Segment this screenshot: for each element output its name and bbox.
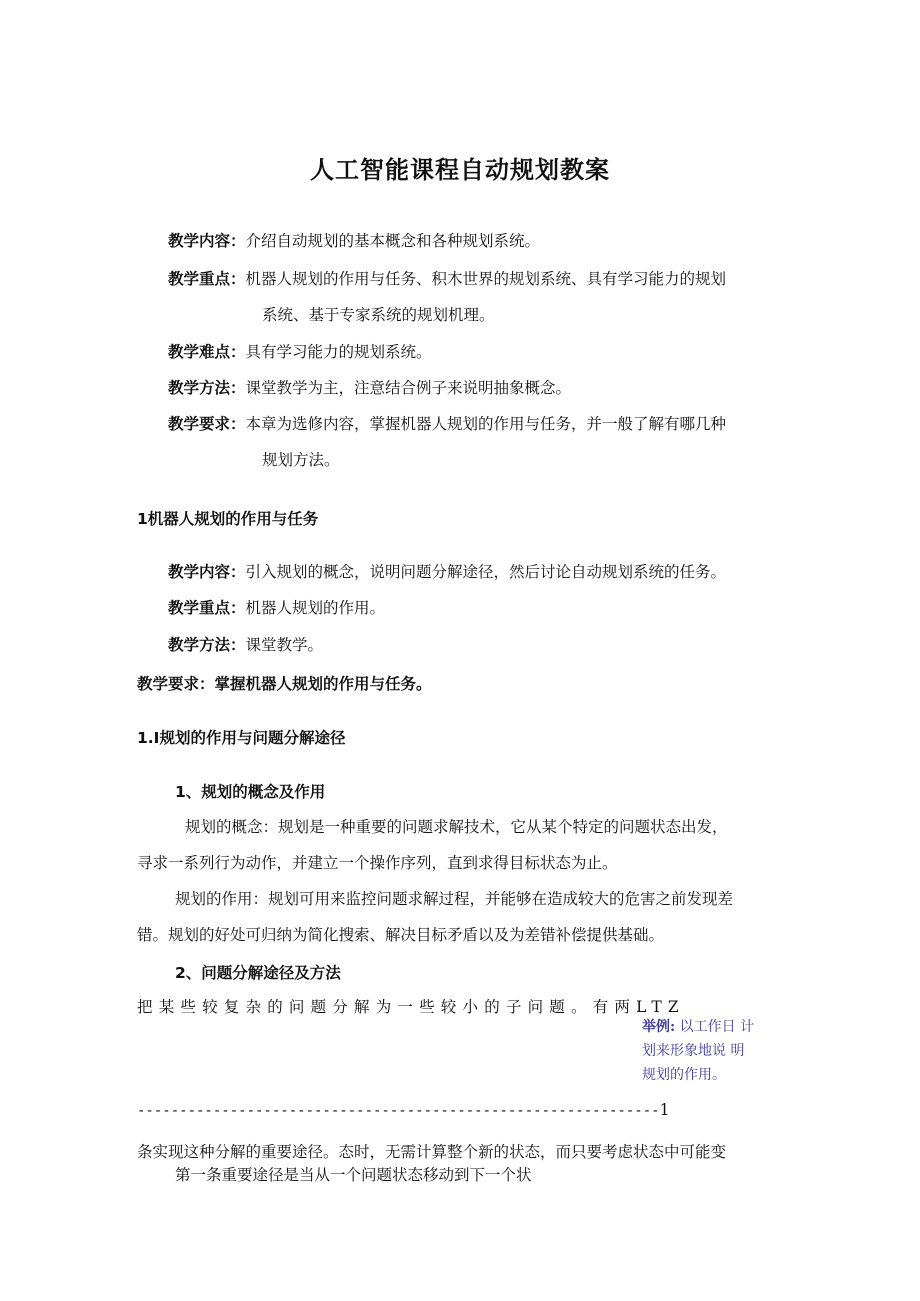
overview-key-points-cont: 系统、基于专家系统的规划机理。 [262, 306, 495, 324]
overview-difficulties-text: 具有学习能力的规划系统。 [245, 343, 432, 361]
side-note-text-1: 以工作日 计 [679, 1019, 755, 1035]
subsection-2-heading: 2、问题分解途径及方法 [175, 964, 341, 982]
decomposition-line-3: 第一条重要途径是当从一个问题状态移动到下一个状 [175, 1166, 532, 1184]
label-method: 教学方法： [168, 379, 246, 397]
footer-dashed-rule [137, 1099, 669, 1121]
label-content: 教学内容： [168, 232, 246, 250]
label-key-points: 教学重点： [168, 599, 246, 617]
page-number: 1 [659, 1101, 670, 1119]
overview-key-points [168, 268, 726, 290]
subsection-1-heading: 1、规划的概念及作用 [175, 783, 326, 801]
section1-method-text: 课堂教学。 [245, 636, 324, 654]
section1-requirements: 教学要求：掌握机器人规划的作用与任务。 [137, 675, 432, 693]
section1-content [168, 561, 726, 583]
footer-rule-text: -------------------------------------------------------------- [137, 1103, 660, 1119]
side-note-line-2: 划来形象地说 明 [642, 1043, 745, 1059]
side-note [642, 1015, 754, 1087]
overview-method-text: 课堂教学为主，注意结合例子来说明抽象概念。 [245, 379, 572, 397]
overview-difficulties [168, 341, 432, 363]
role-para-line-2: 错。规划的好处可归纳为简化搜索、解决目标矛盾以及为差错补偿提供基础。 [137, 926, 665, 944]
overview-content [168, 230, 540, 252]
label-difficulties: 教学难点： [168, 343, 246, 361]
role-para-line-1: 规划的作用：规划可用来监控问题求解过程，并能够在造成较大的危害之前发现差 [175, 890, 734, 908]
decomposition-line-1: 把某些较复杂的问题分解为一些较小的子问题。有两LTZ [137, 998, 685, 1016]
side-note-label: 举例 [642, 1019, 670, 1035]
concept-para-line-2: 寻求一系列行为动作，并建立一个操作序列，直到求得目标状态为止。 [137, 854, 618, 872]
concept-para-line-1: 规划的概念：规划是一种重要的问题求解技术，它从某个特定的问题状态出发， [185, 818, 728, 836]
section1-method [168, 634, 323, 656]
section1-key-points-text: 机器人规划的作用。 [245, 599, 386, 617]
decomposition-line-2: 条实现这种分解的重要途径。态时，无需计算整个新的状态，而只要考虑状态中可能变 [137, 1143, 727, 1161]
label-content: 教学内容： [168, 563, 246, 581]
section-1-1-heading: 1.I规划的作用与问题分解途径 [137, 729, 346, 747]
overview-content-text: 介绍自动规划的基本概念和各种规划系统。 [245, 232, 541, 250]
side-note-line-1 [642, 1015, 754, 1039]
section1-key-points [168, 597, 385, 619]
label-key-points: 教学重点： [168, 270, 246, 288]
document-title: 人工智能课程自动规划教案 [310, 156, 610, 184]
overview-method [168, 377, 571, 399]
side-note-line-3: 规划的作用。 [642, 1067, 726, 1083]
overview-requirements-text: 本章为选修内容，掌握机器人规划的作用与任务，并一般了解有哪几种 [245, 415, 727, 433]
section1-content-text: 引入规划的概念，说明问题分解途径，然后讨论自动规划系统的任务。 [245, 563, 727, 581]
section-1-heading: 1机器人规划的作用与任务 [137, 510, 319, 528]
overview-key-points-text: 机器人规划的作用与任务、积木世界的规划系统、具有学习能力的规划 [245, 270, 727, 288]
label-method: 教学方法： [168, 636, 246, 654]
overview-requirements-cont: 规划方法。 [262, 451, 340, 469]
side-note-colon: : [670, 1019, 676, 1035]
overview-requirements [168, 413, 726, 435]
label-requirements: 教学要求： [168, 415, 246, 433]
